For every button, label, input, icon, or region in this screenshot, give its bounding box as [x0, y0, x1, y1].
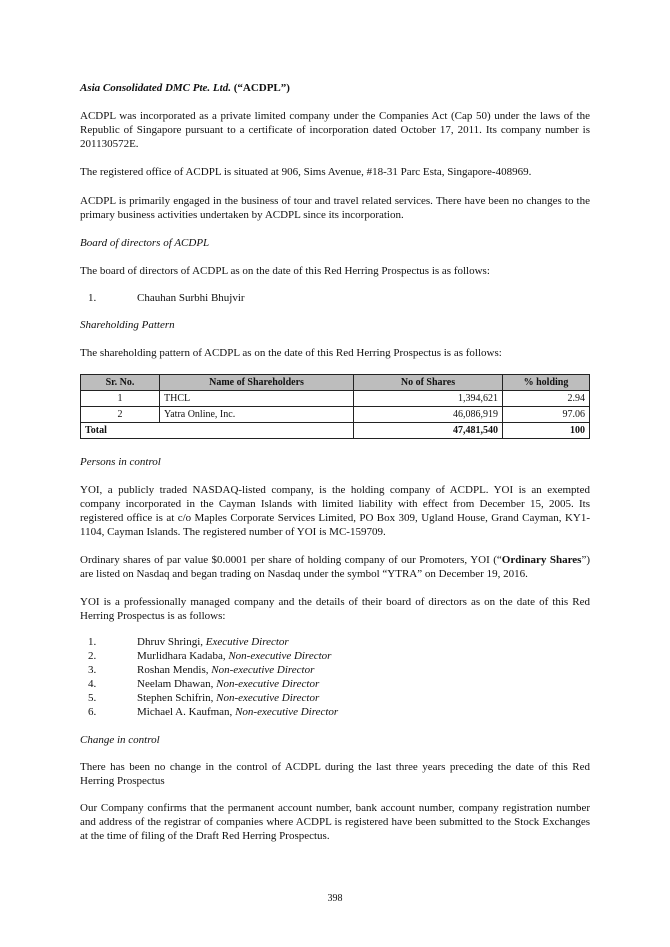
- cell: 1,394,621: [354, 391, 503, 407]
- cell: 46,086,919: [354, 407, 503, 423]
- para-incorporation: ACDPL was incorporated as a private limited company under the Companies Act (Cap 50) under the laws of the Republic of Singapore pursuant to a certificate of incorporation dated October 17, 2011. Its company number is 201130572E.: [80, 110, 590, 150]
- list-item: [88, 635, 338, 649]
- heading-change-in-control: Change in control: [80, 734, 160, 746]
- text: ”) are listed on Nasdaq and began trading on Nasdaq under the symbol “YTRA” on December 19, 2016.: [80, 554, 591, 580]
- list-number: 2.: [88, 650, 97, 662]
- para-office: The registered office of ACDPL is situated at 906, Sims Avenue, #18-31 Parc Esta, Singapore-408969.: [80, 166, 532, 178]
- cell: THCL: [160, 391, 354, 407]
- para-change: There has been no change in the control of ACDPL during the last three years preceding the date of this Red Herring Prospectus: [80, 761, 590, 787]
- list-item: [88, 649, 338, 663]
- table-row: [81, 407, 590, 423]
- para-yoi: YOI, a publicly traded NASDAQ-listed company, is the holding company of ACDPL. YOI is an exempted company incorporated in the Cayman Islands with limited liability with effect from December 15, 2005. Its registered office is at c/o Maples Corporate Services Limited, PO Box 309, Ugland House, Grand Cayman, KY1-1104, Cayman Islands. The registered number of YOI is MC-159709.: [80, 484, 590, 538]
- heading-shareholding: Shareholding Pattern: [80, 319, 175, 331]
- text-bold: Ordinary Shares: [501, 554, 582, 566]
- cell: 100: [503, 423, 590, 439]
- para-business: ACDPL is primarily engaged in the business of tour and travel related services. There have been no changes to the primary business activities undertaken by ACDPL since its incorporation.: [80, 195, 590, 221]
- title-abbrev: (“ACDPL”): [230, 82, 290, 94]
- list-item: [88, 677, 338, 691]
- list-number: 5.: [88, 692, 97, 704]
- title-name: Asia Consolidated DMC Pte. Ltd.: [80, 82, 231, 94]
- director-name: Dhruv Shringi,: [137, 636, 206, 648]
- heading-persons-in-control: Persons in control: [80, 456, 161, 468]
- shareholding-table: [80, 374, 590, 439]
- director-name: Murlidhara Kadaba,: [137, 650, 229, 662]
- director-role: Non-executive Director: [216, 678, 320, 690]
- para-yoi-board: YOI is a professionally managed company and the details of their board of directors as on the date of this Red Herring Prospectus is as follows:: [80, 596, 590, 622]
- director-role: Non-executive Director: [228, 650, 332, 662]
- cell: 2: [81, 407, 160, 423]
- header-name: Name of Shareholders: [160, 375, 354, 391]
- director-name: Chauhan Surbhi Bhujvir: [137, 292, 245, 304]
- director-role: Non-executive Director: [216, 692, 320, 704]
- director-role: Non-executive Director: [235, 706, 339, 718]
- heading-board: Board of directors of ACDPL: [80, 237, 210, 249]
- list-number: 1.: [88, 636, 97, 648]
- cell: 47,481,540: [354, 423, 503, 439]
- director-list: [88, 635, 338, 719]
- header-sr-no: Sr. No.: [81, 375, 160, 391]
- board-list-item: [88, 291, 245, 305]
- table-header: [81, 375, 590, 391]
- list-item: [88, 663, 338, 677]
- list-item: [88, 691, 338, 705]
- list-item: [88, 705, 338, 719]
- para-ordinary-shares: [80, 553, 590, 581]
- cell: Yatra Online, Inc.: [160, 407, 354, 423]
- table-row: [81, 391, 590, 407]
- director-name: Michael A. Kaufman,: [137, 706, 236, 718]
- page-number: 398: [327, 893, 343, 904]
- para-board-intro: The board of directors of ACDPL as on the date of this Red Herring Prospectus is as follows:: [80, 265, 490, 277]
- list-number: 4.: [88, 678, 97, 690]
- director-name: Roshan Mendis,: [137, 664, 212, 676]
- director-name: Neelam Dhawan,: [137, 678, 217, 690]
- para-confirmation: Our Company confirms that the permanent account number, bank account number, company registration number and address of the registrar of companies where ACDPL is registered have been submitted to the Stock Exchanges at the time of filing of the Draft Red Herring Prospectus.: [80, 802, 590, 842]
- list-number: 1.: [88, 292, 97, 304]
- director-name: Stephen Schifrin,: [137, 692, 217, 704]
- cell: 97.06: [503, 407, 590, 423]
- section-title: [80, 81, 590, 95]
- header-holding: % holding: [503, 375, 590, 391]
- list-number: 6.: [88, 706, 97, 718]
- para-shareholding-intro: The shareholding pattern of ACDPL as on the date of this Red Herring Prospectus is as follows:: [80, 347, 502, 359]
- director-role: Non-executive Director: [211, 664, 315, 676]
- cell: Total: [81, 423, 354, 439]
- header-shares: No of Shares: [354, 375, 503, 391]
- director-role: Executive Director: [205, 636, 289, 648]
- cell: 1: [81, 391, 160, 407]
- text: Ordinary shares of par value $0.0001 per share of holding company of our Promoters, YOI (“: [80, 554, 502, 566]
- list-number: 3.: [88, 664, 97, 676]
- cell: 2.94: [503, 391, 590, 407]
- table-total-row: [81, 423, 590, 439]
